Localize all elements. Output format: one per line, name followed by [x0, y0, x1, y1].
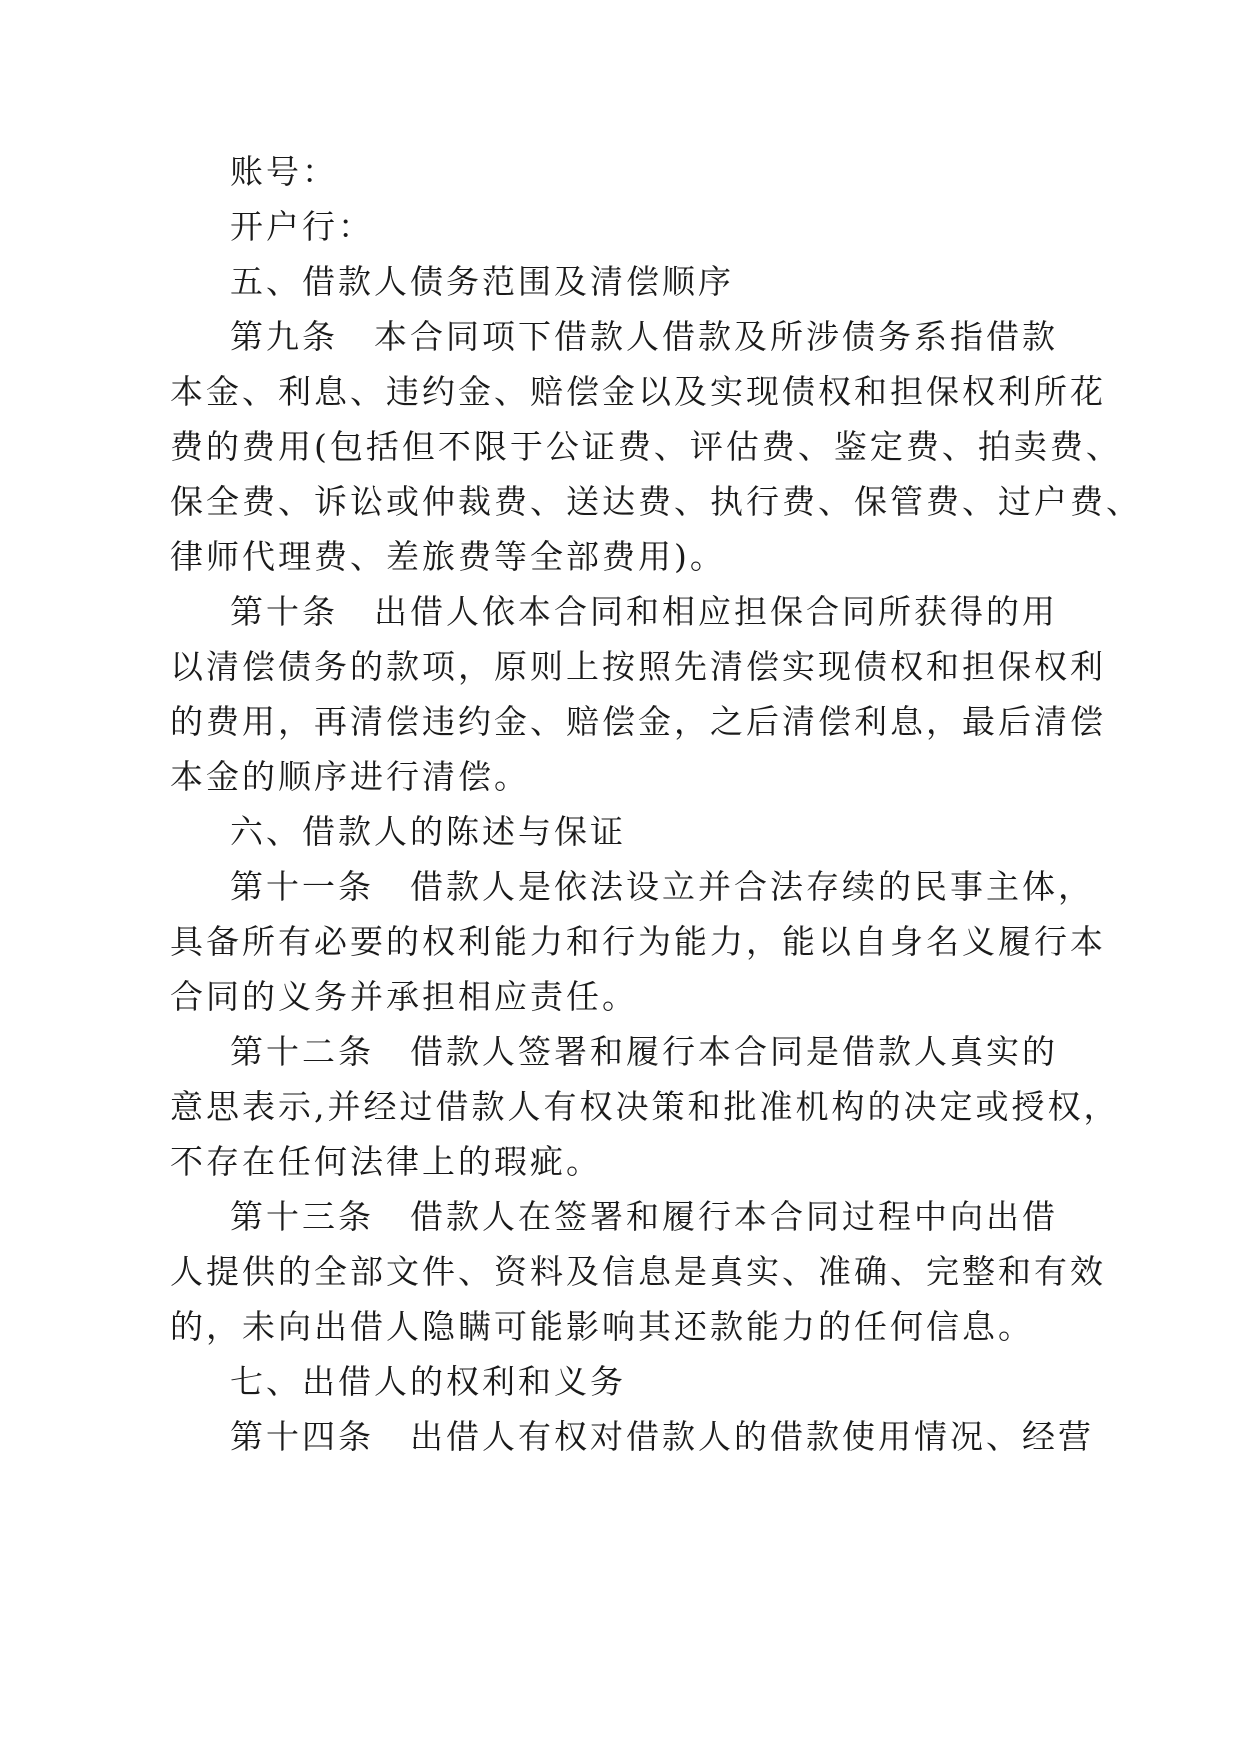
section-heading-7: 七、出借人的权利和义务 — [230, 1362, 626, 1401]
article-12-line-3: 不存在任何法律上的瑕疵。 — [170, 1142, 602, 1181]
article-13-line-3: 的，未向出借人隐瞒可能影响其还款能力的任何信息。 — [170, 1307, 1034, 1346]
article-11-line-3: 合同的义务并承担相应责任。 — [170, 977, 638, 1016]
account-number-label: 账号： — [230, 152, 338, 191]
article-10-line-1: 第十条 出借人依本合同和相应担保合同所获得的用 — [230, 592, 1058, 631]
article-14-line-1: 第十四条 出借人有权对借款人的借款使用情况、经营 — [230, 1417, 1094, 1456]
article-10-line-2: 以清偿债务的款项，原则上按照先清偿实现债权和担保权利 — [170, 647, 1106, 686]
article-9-line-1: 第九条 本合同项下借款人借款及所涉债务系指借款 — [230, 317, 1058, 356]
opening-bank-label: 开户行： — [230, 207, 374, 246]
article-9-line-3: 费的费用(包括但不限于公证费、评估费、鉴定费、拍卖费、 — [170, 427, 1122, 466]
section-heading-5: 五、借款人债务范围及清偿顺序 — [230, 262, 734, 301]
article-9-line-5: 律师代理费、差旅费等全部费用)。 — [170, 537, 726, 576]
article-9-line-2: 本金、利息、违约金、赔偿金以及实现债权和担保权利所花 — [170, 372, 1106, 411]
article-11-line-2: 具备所有必要的权利能力和行为能力，能以自身名义履行本 — [170, 922, 1106, 961]
article-13-line-1: 第十三条 借款人在签署和履行本合同过程中向出借 — [230, 1197, 1058, 1236]
article-10-line-4: 本金的顺序进行清偿。 — [170, 757, 530, 796]
article-10-line-3: 的费用，再清偿违约金、赔偿金，之后清偿利息，最后清偿 — [170, 702, 1106, 741]
article-11-line-1: 第十一条 借款人是依法设立并合法存续的民事主体， — [230, 867, 1094, 906]
section-heading-6: 六、借款人的陈述与保证 — [230, 812, 626, 851]
article-9-line-4: 保全费、诉讼或仲裁费、送达费、执行费、保管费、过户费、 — [170, 482, 1142, 521]
article-12-line-1: 第十二条 借款人签署和履行本合同是借款人真实的 — [230, 1032, 1058, 1071]
article-13-line-2: 人提供的全部文件、资料及信息是真实、准确、完整和有效 — [170, 1252, 1106, 1291]
article-12-line-2: 意思表示,并经过借款人有权决策和批准机构的决定或授权， — [170, 1087, 1120, 1126]
